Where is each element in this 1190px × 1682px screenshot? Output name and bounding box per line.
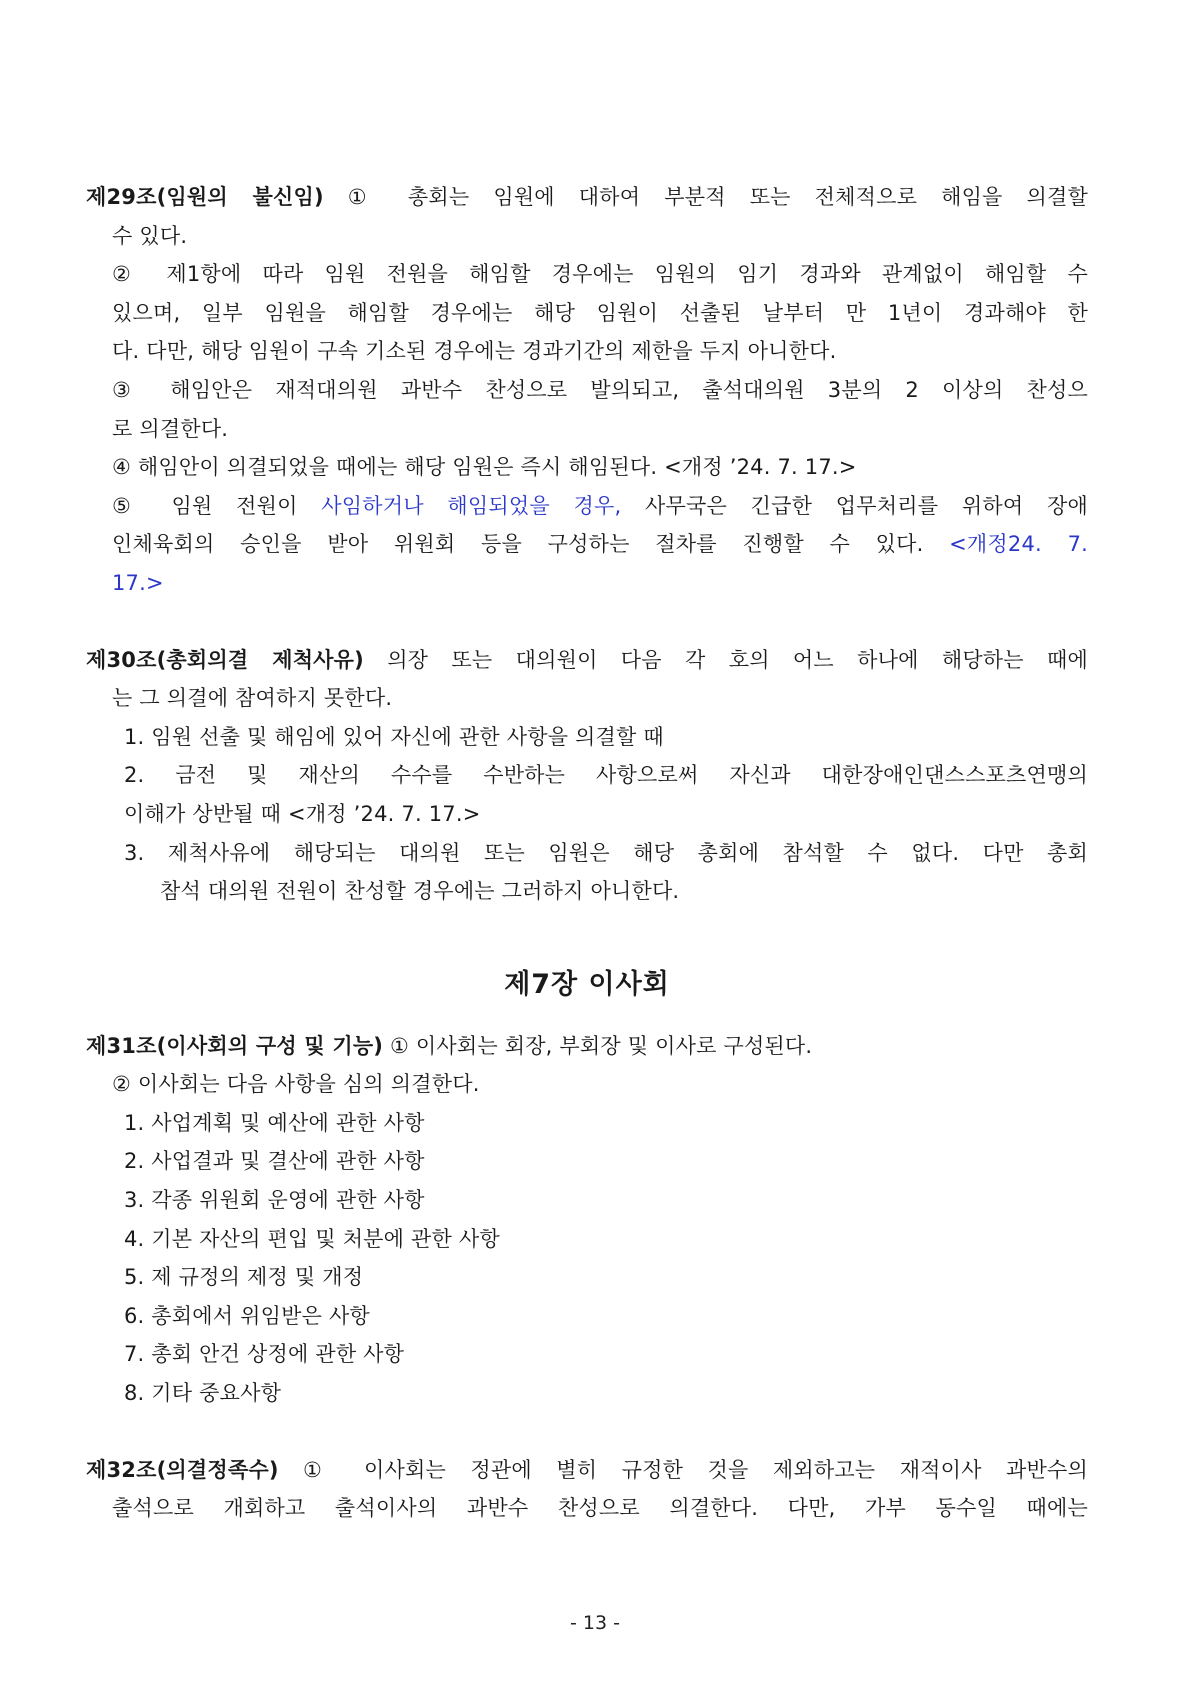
article-29-line-1 xyxy=(86,178,1088,217)
list-item: 4. 기본 자산의 편입 및 처분에 관한 사항 xyxy=(124,1226,500,1251)
article-32-line-2: 출석으로 개회하고 출석이사의 과반수 찬성으로 의결한다. 다만, 가부 동수일 때에는 xyxy=(112,1496,1088,1521)
article-30-line-2: 는 그 의결에 참여하지 못한다. xyxy=(112,686,393,711)
article-29-line-10-a: 인체육회의 승인을 받아 위원회 등을 구성하는 절차를 진행할 수 있다. xyxy=(112,532,950,557)
chapter-heading: 제7장 이사회 xyxy=(504,968,670,1000)
article-32 xyxy=(86,1451,1088,1528)
article-29 xyxy=(86,178,1088,603)
page-number: - 13 - xyxy=(570,1612,620,1634)
article-29-line-3: ② 제1항에 따라 임원 전원을 해임할 경우에는 임원의 임기 경과와 관계없이 해임할 수 xyxy=(112,262,1088,287)
article-31-text-1: ① 이사회는 회장, 부회장 및 이사로 구성된다. xyxy=(383,1033,813,1058)
article-29-line-9-c: 사무국은 긴급한 업무처리를 위하여 장애 xyxy=(621,493,1088,518)
article-31-line-1 xyxy=(86,1027,1088,1066)
article-31-line-2: ② 이사회는 다음 사항을 심의 의결한다. xyxy=(112,1072,480,1097)
article-29-line-6: ③ 해임안은 재적대의원 과반수 찬성으로 발의되고, 출석대의원 3분의 2 이상의 찬성으 xyxy=(112,377,1088,402)
article-29-line-11: 17.> xyxy=(112,570,164,595)
article-30-item-3: 3. 제척사유에 해당되는 대의원 또는 임원은 해당 총회에 참석할 수 없다. 다만 총회 xyxy=(124,840,1088,865)
list-item: 3. 각종 위원회 운영에 관한 사항 xyxy=(124,1188,425,1213)
article-30 xyxy=(86,641,1088,911)
article-29-line-9-a: ⑤ 임원 전원이 xyxy=(112,493,322,518)
article-32-line-1 xyxy=(86,1451,1088,1490)
article-30-item-2: 2. 금전 및 재산의 수수를 수반하는 사항으로써 자신과 대한장애인댄스스포츠연맹의 xyxy=(124,763,1088,788)
amended-text: 사임하거나 해임되었을 경우, xyxy=(321,493,622,518)
article-29-line-4: 있으며, 일부 임원을 해임할 경우에는 해당 임원이 선출된 날부터 만 1년이 경과해야 한 xyxy=(112,300,1088,325)
list-item: 5. 제 규정의 제정 및 개정 xyxy=(124,1265,364,1290)
document-body xyxy=(86,178,1088,1528)
amendment-note: <개정24. 7. xyxy=(949,532,1089,557)
article-29-line-2: 수 있다. xyxy=(112,223,188,248)
spacer xyxy=(86,603,1088,641)
article-29-line-5: 다. 다만, 해당 임원이 구속 기소된 경우에는 경과기간의 제한을 두지 아니한다. xyxy=(112,339,837,364)
list-item: 8. 기타 중요사항 xyxy=(124,1381,282,1406)
article-29-title: 제29조(임원의 불신임) xyxy=(86,185,324,209)
list-item: 2. 사업결과 및 결산에 관한 사항 xyxy=(124,1149,425,1174)
list-item: 1. 사업계획 및 예산에 관한 사항 xyxy=(124,1110,425,1135)
article-29-line-10 xyxy=(86,525,1088,564)
article-31 xyxy=(86,1027,1088,1413)
article-30-title: 제30조(총회의결 제척사유) xyxy=(86,647,364,672)
article-30-item-1: 1. 임원 선출 및 해임에 있어 자신에 관한 사항을 의결할 때 xyxy=(124,724,664,749)
article-29-line-7: 로 의결한다. xyxy=(112,416,229,441)
article-29-line-8: ④ 해임안이 의결되었을 때에는 해당 임원은 즉시 해임된다. <개정 ’24. 7. 17.> xyxy=(112,455,857,480)
article-30-text-1: 의장 또는 대의원이 다음 각 호의 어느 하나에 해당하는 때에 xyxy=(363,647,1088,672)
article-30-item-2-cont: 이해가 상반될 때 <개정 ’24. 7. 17.> xyxy=(124,801,481,826)
spacer xyxy=(86,1413,1088,1451)
article-30-line-1 xyxy=(86,641,1088,680)
article-30-item-3-cont: 참석 대의원 전원이 찬성할 경우에는 그러하지 아니한다. xyxy=(160,879,680,904)
article-29-line-9 xyxy=(86,487,1088,526)
article-32-title: 제32조(의결정족수) xyxy=(86,1457,279,1482)
article-29-text-1: ① 총회는 임원에 대하여 부분적 또는 전체적으로 해임을 의결할 xyxy=(323,185,1088,209)
article-31-title: 제31조(이사회의 구성 및 기능) xyxy=(86,1033,384,1058)
article-32-text-1: ① 이사회는 정관에 별히 규정한 것을 제외하고는 재적이사 과반수의 xyxy=(278,1457,1088,1482)
list-item: 7. 총회 안건 상정에 관한 사항 xyxy=(124,1342,405,1367)
list-item: 6. 총회에서 위임받은 사항 xyxy=(124,1303,370,1328)
